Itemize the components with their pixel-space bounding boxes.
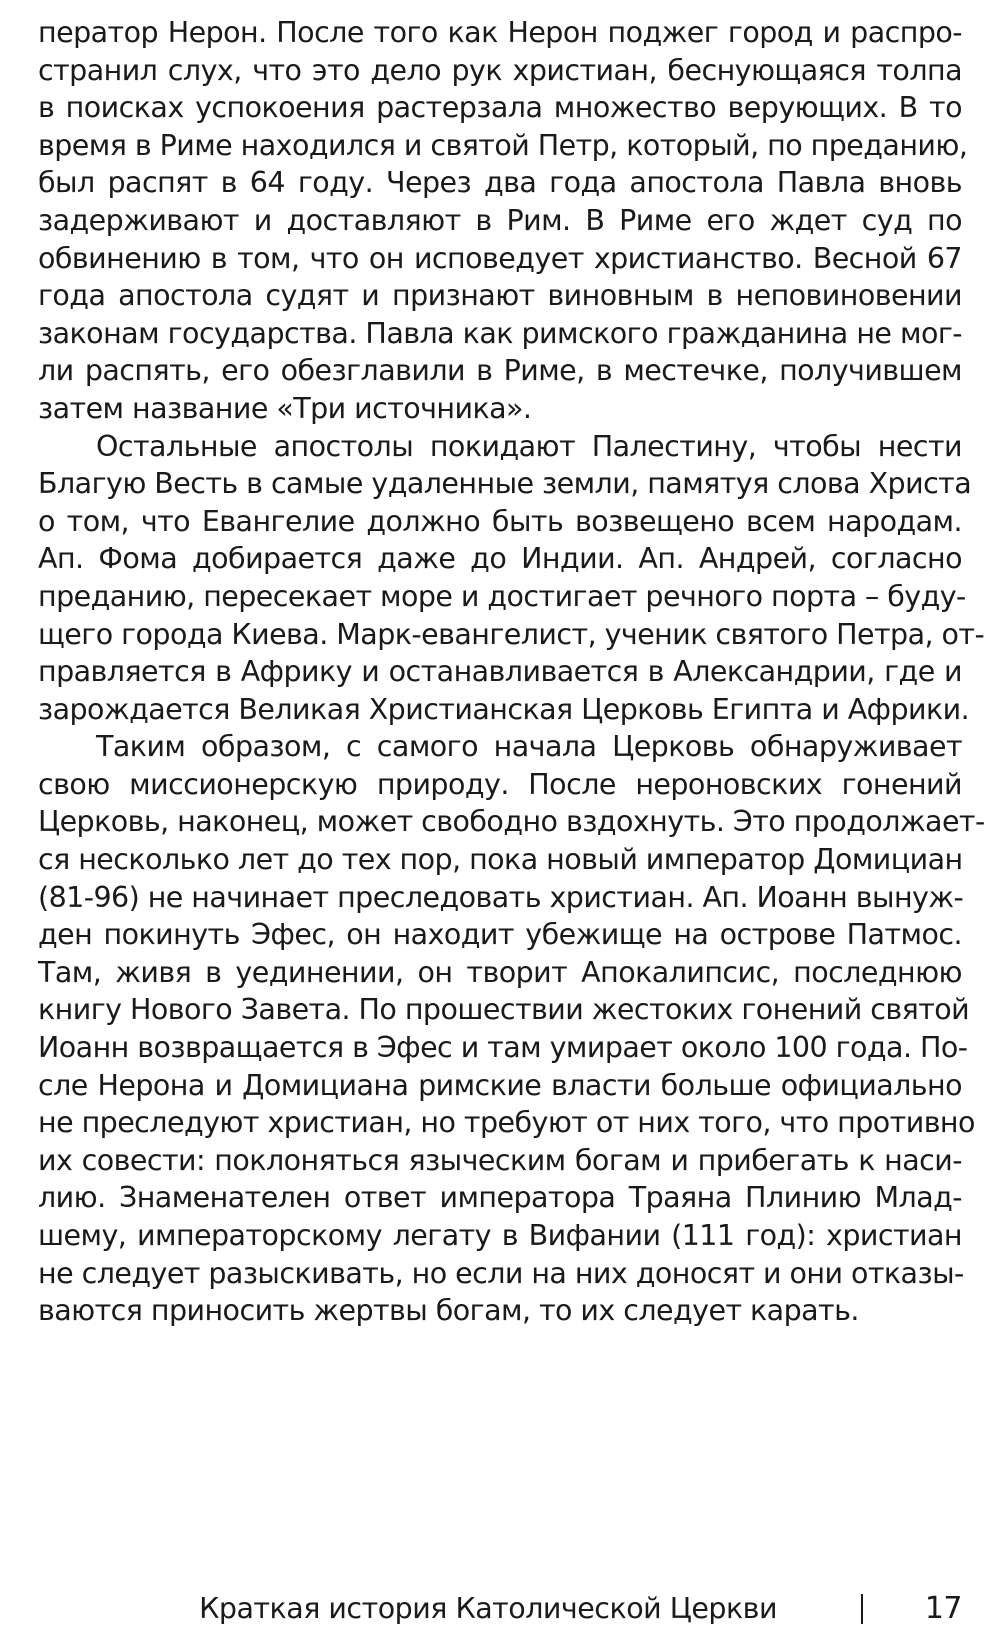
- text-line: книгу Нового Завета. По прошествии жестоких гонений святой: [38, 993, 970, 1027]
- text-line: Благую Весть в самые удаленные земли, памятуя слова Христа: [38, 467, 972, 501]
- text-line: время в Риме находился и святой Петр, который, по преданию,: [38, 128, 968, 162]
- text-line: не преследуют христиан, но требуют от них того, что противно: [38, 1106, 975, 1140]
- running-title: Краткая история Католической Церкви: [199, 1592, 777, 1625]
- text-line: задерживают и доставляют в Рим. В Риме его ждет суд по: [38, 203, 962, 237]
- text-line: преданию, пересекает море и достигает речного порта – буду-: [38, 579, 966, 613]
- text-line: Там, живя в уединении, он творит Апокалипсис, последнюю: [38, 955, 962, 989]
- text-line: был распят в 64 году. Через два года апостола Павла вновь: [38, 166, 962, 200]
- text-line: Остальные апостолы покидают Палестину, чтобы нести: [96, 429, 962, 463]
- page-footer: [38, 1587, 962, 1631]
- paragraph: [38, 428, 985, 729]
- text-line: затем название «Три источника».: [38, 391, 532, 425]
- text-line: странил слух, что это дело рук христиан, беснующаяся толпа: [38, 53, 962, 87]
- body-text: [38, 14, 985, 1330]
- footer-separator: [861, 1594, 863, 1624]
- text-line: свою миссионерскую природу. После нероновских гонений: [38, 767, 962, 801]
- text-line: сле Нерона и Домициана римские власти больше официально: [38, 1068, 962, 1102]
- text-line: шему, императорскому легату в Вифании (111 год): христиан: [38, 1219, 962, 1252]
- text-line: правляется в Африку и останавливается в Александрии, где и: [38, 655, 962, 689]
- paragraph: [38, 14, 968, 428]
- text-line: обвинению в том, что он исповедует христианство. Весной 67: [38, 241, 962, 275]
- text-line: лию. Знаменателен ответ императора Траяна Плинию Млад-: [38, 1181, 962, 1215]
- page-number: 17: [924, 1591, 962, 1626]
- text-line: ператор Нерон. После того как Нерон поджег город и распро-: [38, 16, 962, 49]
- text-line: о том, что Евангелие должно быть возвещено всем народам.: [38, 504, 962, 538]
- text-line: Церковь, наконец, может свободно вздохнуть. Это продолжает-: [38, 805, 985, 839]
- text-line: ваются приносить жертвы богам, то их следует карать.: [38, 1294, 859, 1328]
- text-line: ден покинуть Эфес, он находит убежище на острове Патмос.: [38, 918, 962, 952]
- text-line: ли распять, его обезглавили в Риме, в местечке, получившем: [38, 354, 962, 388]
- text-line: года апостола судят и признают виновным в неповиновении: [38, 279, 962, 313]
- book-page: [38, 14, 985, 1626]
- text-line: не следует разыскивать, но если на них доносят и они отказы-: [38, 1256, 964, 1290]
- text-line: щего города Киева. Марк-евангелист, ученик святого Петра, от-: [38, 617, 985, 651]
- text-line: зарождается Великая Христианская Церковь Египта и Африки.: [38, 692, 970, 726]
- text-line: Иоанн возвращается в Эфес и там умирает около 100 года. По-: [38, 1031, 968, 1065]
- text-line: в поисках успокоения растерзала множество верующих. В то: [38, 91, 962, 125]
- text-line: Ап. Фома добирается даже до Индии. Ап. Андрей, согласно: [38, 542, 962, 576]
- text-line: ся несколько лет до тех пор, пока новый император Домициан: [38, 843, 963, 877]
- text-line: законам государства. Павла как римского гражданина не мог-: [38, 316, 962, 350]
- text-line: Таким образом, с самого начала Церковь обнаруживает: [96, 730, 962, 764]
- text-line: их совести: поклоняться языческим богам и прибегать к наси-: [38, 1143, 962, 1177]
- paragraph: [38, 728, 985, 1330]
- text-line: (81-96) не начинает преследовать христиан. Ап. Иоанн вынуж-: [38, 880, 964, 914]
